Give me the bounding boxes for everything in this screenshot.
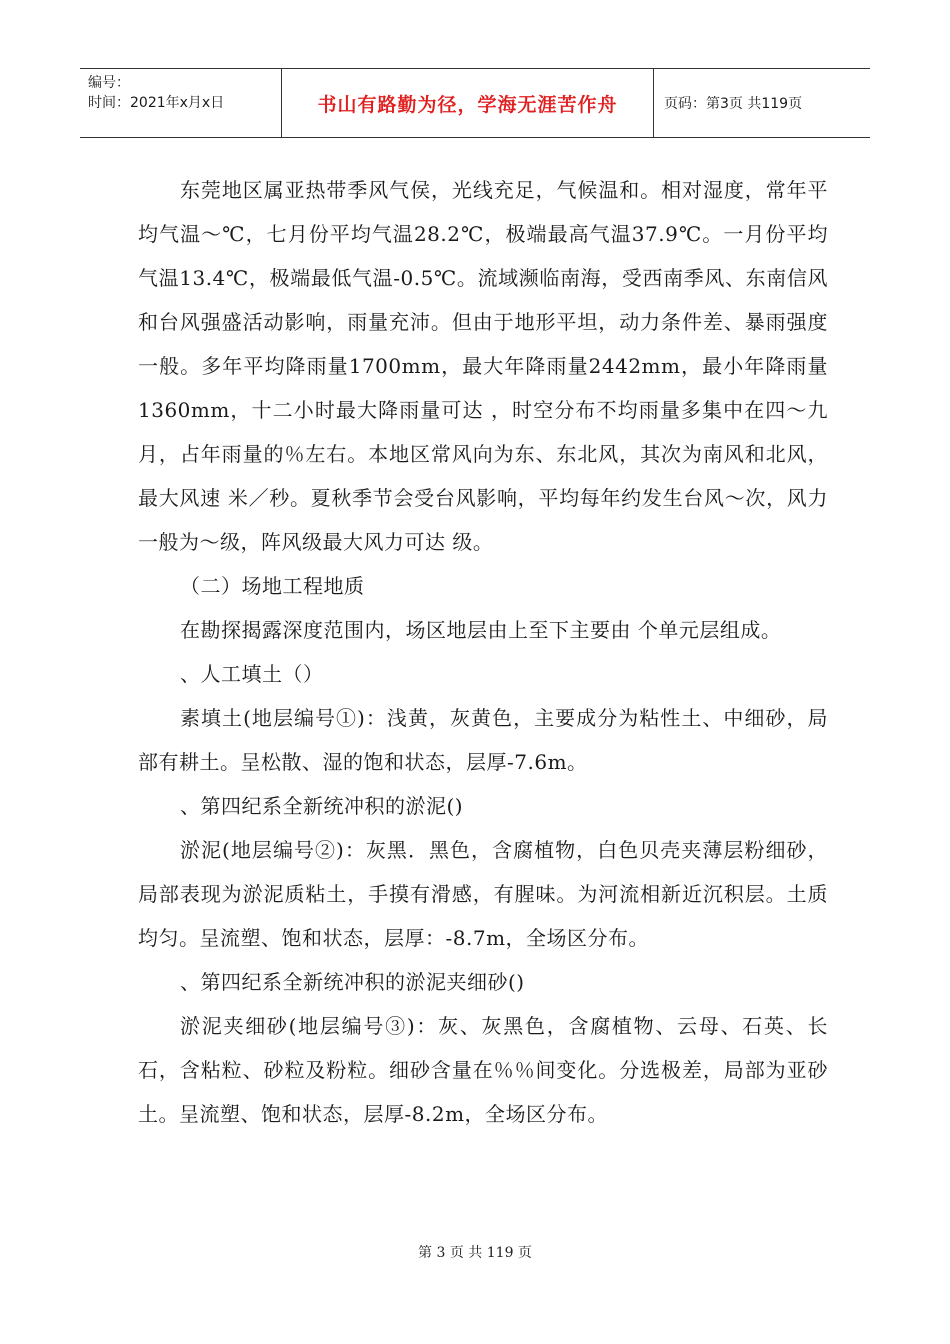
paragraph-strata-intro: 在勘探揭露深度范围内，场区地层由上至下主要由 个单元层组成。 [180, 618, 782, 642]
header-meta [80, 69, 282, 137]
subheading-fill: 、人工填土（） [180, 662, 324, 686]
header-motto: 书山有路勤为径，学海无涯苦作舟 [282, 69, 654, 137]
paragraph-silt-sand: 淤泥夹细砂(地层编号③)：灰、灰黑色，含腐植物、云母、石英、长石，含粘粒、砂粒及粉粒。细砂含量在％％间变化。分选极差，局部为亚砂土。呈流塑、饱和状态，层厚-8.2m，全场区分布。 [138, 1014, 828, 1126]
page-header [80, 68, 870, 138]
document-body [138, 168, 828, 1136]
section-heading: （二）场地工程地质 [180, 574, 365, 598]
header-page-info: 页码：第3页 共119页 [664, 96, 803, 112]
number-label: 编号： [88, 75, 130, 91]
page-footer: 第 3 页 共 119 页 [418, 1245, 532, 1261]
time-label: 时间：2021年x月x日 [88, 95, 225, 111]
subheading-silt-sand: 、第四纪系全新统冲积的淤泥夹细砂() [180, 970, 525, 994]
paragraph-silt: 淤泥(地层编号②)：灰黑．黑色，含腐植物，白色贝壳夹薄层粉细砂，局部表现为淤泥质粘土，手摸有滑感，有腥味。为河流相新近沉积层。土质均匀。呈流塑、饱和状态，层厚：-8.7m，全场区分布。 [138, 838, 828, 950]
paragraph-climate: 东莞地区属亚热带季风气侯，光线充足，气候温和。相对湿度，常年平均气温～℃，七月份平均气温28.2℃，极端最高气温37.9℃。一月份平均气温13.4℃，极端最低气温-0.5℃。流域濒临南海，受西南季风、东南信风和台风强盛活动影响，雨量充沛。但由于地形平坦，动力条件差、暴雨强度一般。多年平均降雨量1700mm，最大年降雨量2442mm，最小年降雨量1360mm，十二小时最大降雨量可达 ，时空分布不均雨量多集中在四～九月，占年雨量的％左右。本地区常风向为东、东北风，其次为南风和北风，最大风速 米／秒。夏秋季节会受台风影响，平均每年约发生台风～次，风力一般为～级，阵风级最大风力可达 级。 [138, 178, 828, 554]
paragraph-fill: 素填土(地层编号①)：浅黄，灰黄色，主要成分为粘性土、中细砂，局部有耕土。呈松散、湿的饱和状态，层厚-7.6m。 [138, 706, 828, 774]
subheading-silt: 、第四纪系全新统冲积的淤泥() [180, 794, 464, 818]
